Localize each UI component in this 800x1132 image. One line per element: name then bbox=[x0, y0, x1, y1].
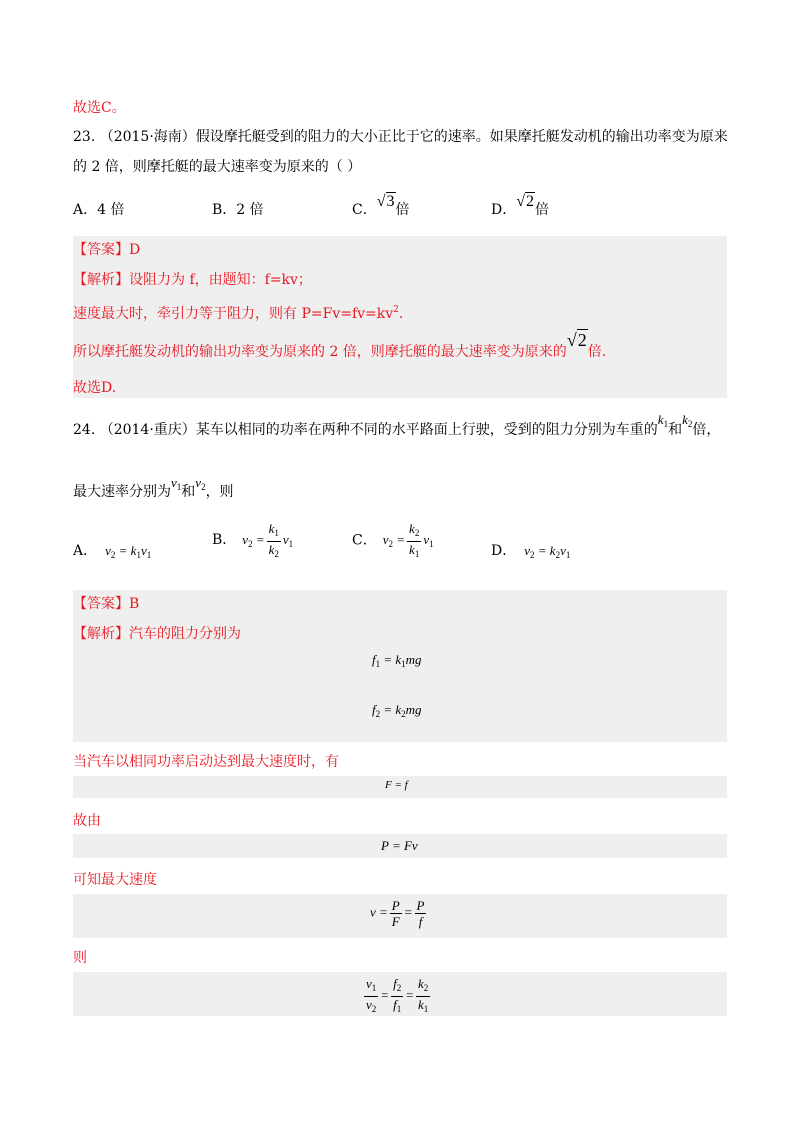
sqrt-two-result: √2 bbox=[566, 330, 587, 350]
q24-stem-line2: 最大速率分别为$v_1$和$v_2$，则 bbox=[73, 475, 234, 500]
q23-stem-line1: 23. （2015·海南）假设摩托艇受到的阻力的大小正比于它的速率。如果摩托艇发动机的输出功率变为原来 bbox=[73, 129, 728, 145]
q24-analysis-line1: 【解析】汽车的阻力分别为 bbox=[73, 626, 241, 642]
q24-option-d: D． $v_2 = k_2v_1$ bbox=[491, 543, 571, 560]
formula-v-equals-P-over-F: v = $\frac{P}{F}$ = $\frac{P}{f}$ bbox=[370, 898, 425, 929]
previous-answer-conclusion: 故选C。 bbox=[73, 100, 126, 116]
q24-stem-line1: 24. （2014·重庆）某车以相同的功率在两种不同的水平路面上行驶，受到的阻力分别为车重的$k_1$和$k_2$倍， bbox=[73, 412, 721, 438]
q23-stem-line2: 的 2 倍，则摩托艇的最大速率变为原来的（ ） bbox=[73, 159, 362, 175]
q24-option-a: A． $v_2 = k_1v_1$ bbox=[73, 543, 152, 560]
q23-option-a: A．4 倍 bbox=[73, 202, 125, 218]
q24-option-c: C． $v_2$ = $\frac{k_2}{k_1}$ $v_1$ bbox=[352, 521, 434, 559]
q24-step3: 可知最大速度 bbox=[73, 872, 157, 888]
sqrt-two: √2 bbox=[516, 193, 535, 210]
q24-option-b: B． $v_2$ = $\frac{k_1}{k_2}$ $v_1$ bbox=[212, 521, 294, 559]
q23-analysis-line3: 所以摩托艇发动机的输出功率变为原来的 2 倍，则摩托艇的最大速率变为原来的√2倍. bbox=[73, 330, 607, 360]
formula-velocity-ratio: $\frac{v_1}{v_2}$ = $\frac{f_2}{f_1}$ = $\frac{k_2}{k_1}$ bbox=[366, 976, 429, 1014]
q23-option-b: B．2 倍 bbox=[212, 202, 264, 218]
q23-option-c: C．√3倍 bbox=[352, 193, 410, 218]
formula-f2: $f_2 = k_2mg$ bbox=[372, 702, 422, 719]
formula-f1: $f_1 = k_1mg$ bbox=[372, 652, 422, 669]
q24-step1: 当汽车以相同功率启动达到最大速度时，有 bbox=[73, 754, 339, 770]
q23-option-d: D．√2倍 bbox=[491, 193, 550, 218]
q24-step2: 故由 bbox=[73, 813, 101, 829]
q24-answer: 【答案】B bbox=[73, 596, 140, 612]
sqrt-three: √3 bbox=[376, 193, 395, 210]
q24-step4: 则 bbox=[73, 950, 87, 966]
q23-analysis-line2: 速度最大时，牵引力等于阻力，则有 $P=Fv=fv=kv^2$. bbox=[73, 305, 404, 322]
formula-P-equals-Fv: P = Fv bbox=[381, 838, 418, 853]
q23-conclusion: 故选D. bbox=[73, 380, 117, 396]
formula-F-equals-f: F = f bbox=[385, 779, 408, 791]
q23-analysis-line1: 【解析】设阻力为 f，由题知：f=kv； bbox=[73, 272, 312, 288]
q23-answer: 【答案】D bbox=[73, 242, 141, 258]
